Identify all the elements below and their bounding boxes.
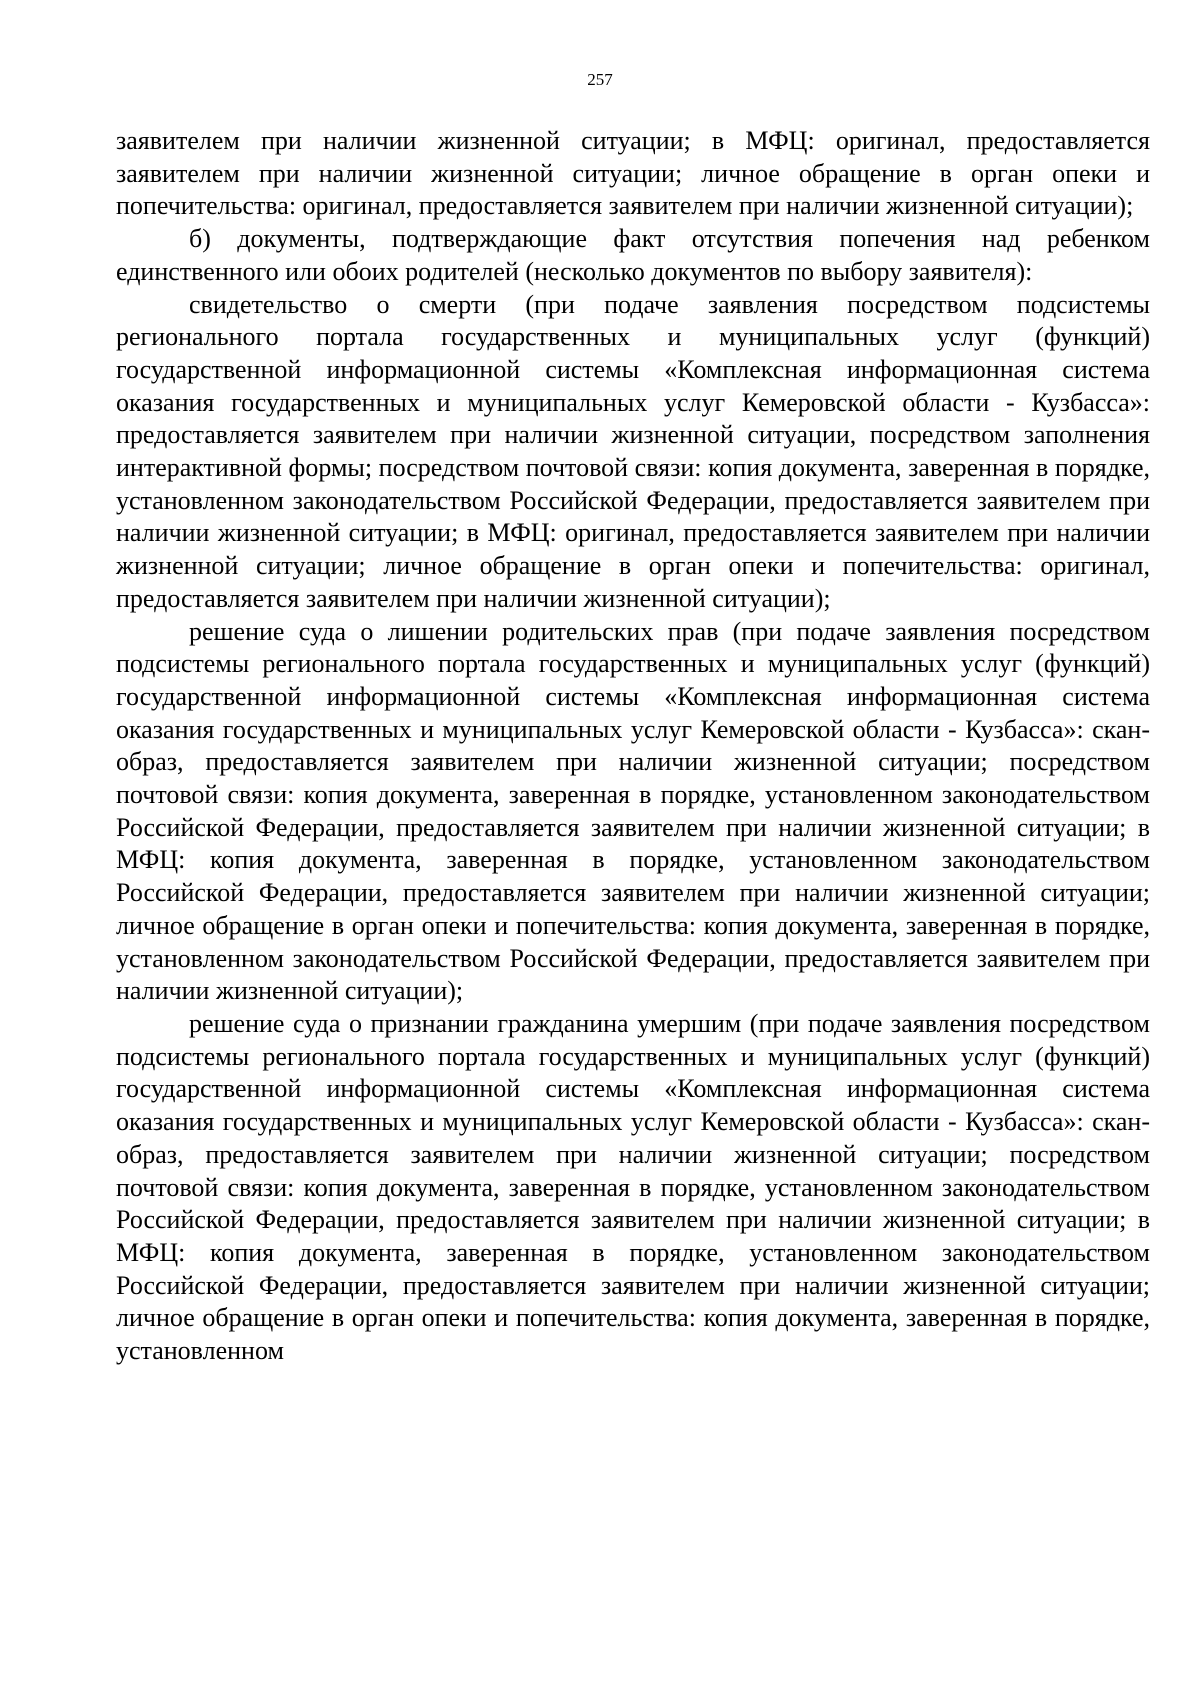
paragraph-item-b: б) документы, подтверждающие факт отсутствия попечения над ребенком единственного или обоих родителей (несколько документов по выбору заявителя): <box>116 224 1150 286</box>
paragraph-continuation: заявителем при наличии жизненной ситуации; в МФЦ: оригинал, предоставляется заявителем при наличии жизненной ситуации; личное обращение в орган опеки и попечительства: оригинал, предоставляется заявителем при наличии жизненной ситуации); <box>116 126 1150 221</box>
document-body <box>116 125 1150 1368</box>
paragraph-declared-deceased: решение суда о признании гражданина умершим (при подаче заявления посредством подсистемы регионального портала государственных и муниципальных услуг (функций) государственной информационной системы «Комплексная информационная система оказания государственных и муниципальных услуг Кемеровской области - Кузбасса»: скан-образ, предоставляется заявителем при наличии жизненной ситуации; посредством почтовой связи: копия документа, заверенная в порядке, установленном законодательством Российской Федерации, предоставляется заявителем при наличии жизненной ситуации; в МФЦ: копия документа, заверенная в порядке, установленном законодательством Российской Федерации, предоставляется заявителем при наличии жизненной ситуации; личное обращение в орган опеки и попечительства: копия документа, заверенная в порядке, установленном <box>116 1008 1150 1366</box>
page-number: 257 <box>587 70 613 89</box>
paragraph-deprivation-of-parental-rights: решение суда о лишении родительских прав (при подаче заявления посредством подсистемы регионального портала государственных и муниципальных услуг (функций) государственной информационной системы «Комплексная информационная система оказания государственных и муниципальных услуг Кемеровской области - Кузбасса»: скан-образ, предоставляется заявителем при наличии жизненной ситуации; посредством почтовой связи: копия документа, заверенная в порядке, установленном законодательством Российской Федерации, предоставляется заявителем при наличии жизненной ситуации; в МФЦ: копия документа, заверенная в порядке, установленном законодательством Российской Федерации, предоставляется заявителем при наличии жизненной ситуации; личное обращение в орган опеки и попечительства: копия документа, заверенная в порядке, установленном законодательством Российской Федерации, предоставляется заявителем при наличии жизненной ситуации); <box>116 616 1150 1006</box>
paragraph-death-certificate: свидетельство о смерти (при подаче заявления посредством подсистемы регионального портала государственных и муниципальных услуг (функций) государственной информационной системы «Комплексная информационная система оказания государственных и муниципальных услуг Кемеровской области - Кузбасса»: предоставляется заявителем при наличии жизненной ситуации, посредством заполнения интерактивной формы; посредством почтовой связи: копия документа, заверенная в порядке, установленном законодательством Российской Федерации, предоставляется заявителем при наличии жизненной ситуации; в МФЦ: оригинал, предоставляется заявителем при наличии жизненной ситуации; личное обращение в орган опеки и попечительства: оригинал, предоставляется заявителем при наличии жизненной ситуации); <box>116 289 1150 613</box>
